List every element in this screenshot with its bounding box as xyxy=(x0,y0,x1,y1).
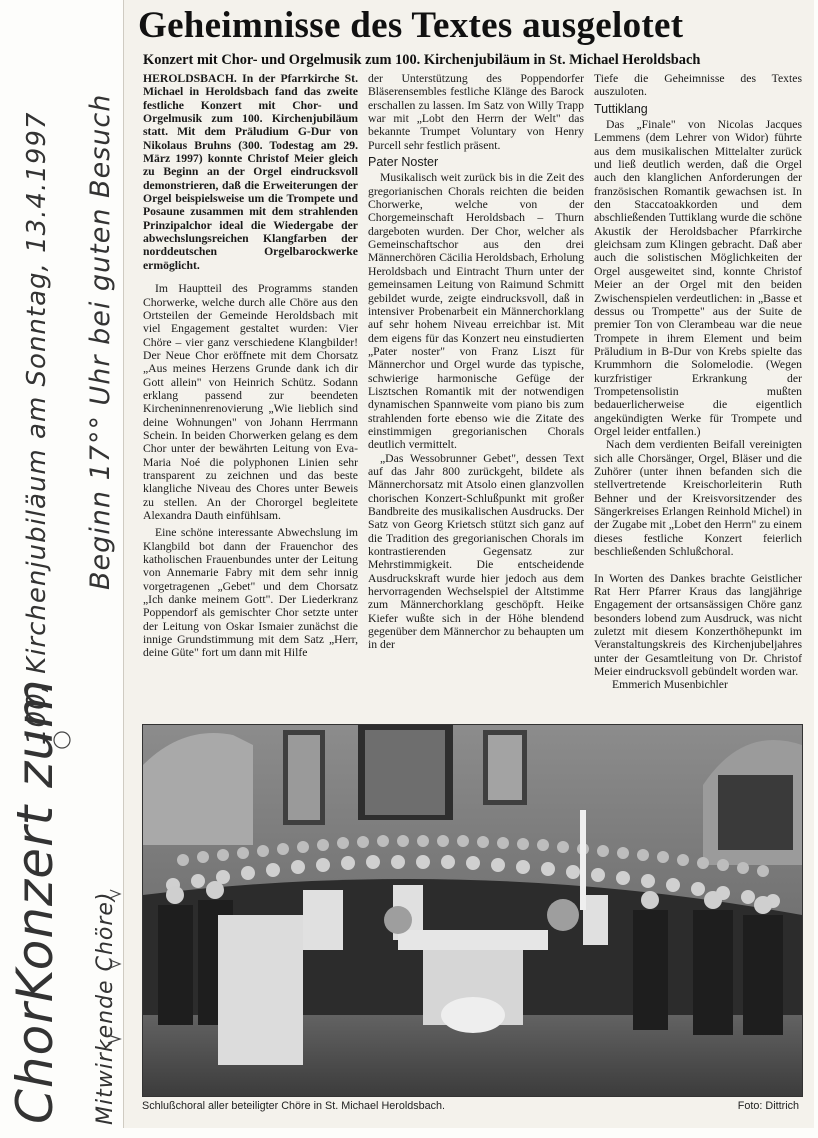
article-column-1 xyxy=(143,72,358,720)
photo-caption: Schlußchoral aller beteiligter Chöre in St. Michael Heroldsbach. xyxy=(142,1100,446,1112)
handwritten-note-choirs: Mitwirkende Chöre) xyxy=(93,891,118,1125)
photo-caption-bar xyxy=(142,1100,801,1112)
choir-photo xyxy=(142,724,803,1097)
paragraph: Im Hauptteil des Programms standen Chorwerke, welche durch alle Chöre aus den Ortsteilen der Gemeinde Heroldsbach mit viel Engagement gestaltet wurden: Vier Chöre – vier ganz verschiedene Klangbilder! Der Neue Chor eröffnete mit dem Chorsatz „Aus meines Herzens Grunde dank ich dir Gott allein" von Heinrich Schütz. Sodann erklang passend zur beendeten Kircheninnenrenovierung „Wie lieblich sind deine Wohnungen" von Johann Herrmann Schein. In beiden Chorwerken gelang es dem Chor unter der bewährten Leitung von Eva-Maria Noé die polyphonen Linien sehr transparent zu zeichnen und das beste klangliche Niveau des Chores unter Beweis zu stellen. An der Chororgel begleitete Alexandra Dauth einfühlsam. xyxy=(143,282,358,522)
photo-credit: Foto: Dittrich xyxy=(737,1100,799,1112)
article-lead-paragraph: HEROLDSBACH. In der Pfarrkirche St. Michael in Heroldsbach fand das zweite festliche Konzert mit Chor- und Orgelmusik zum 100. Kirchenjubiläum statt. Mit dem Präludium G-Dur von Nikolaus Bruhns (300. Todestag am 29. März 1997) konnte Christof Meier gleich zu Beginn an der Orgel eindrucksvoll demonstrieren, daß die Erweiterungen der Orgel beispielsweise um die Trompete und Posaune zusammen mit dem strahlenden Prinzipalchor ideal die Wiedergabe der abwechslungsreichen Klangfarben der norddeutschen Orgelbarockwerke ermöglicht. xyxy=(143,72,358,272)
paragraph: Tiefe die Geheimnisse des Textes auszuloten. xyxy=(594,72,802,99)
article-column-2 xyxy=(368,72,584,700)
handwritten-note-title: ChorKonzert zum xyxy=(6,678,64,1124)
paragraph: Musikalisch weit zurück bis in die Zeit des gregorianischen Chorals reichten die beiden Chorwerke, welche von der Chorgemeinschaft Heroldsbach – Thurn dargeboten wurden. Der Chor, welcher als Gemeinschaftschor aus den drei Männerchören Cäcilia Heroldsbach, Erholung Heroldsbach und Eintracht Thurn unter der gemeinsamen Leitung von Raimund Schmitt gebildet wurde, zeigte eindrucksvoll, daß in intensiver Probenarbeit ein Männerchorklang auf sehr hohem Niveau erreichbar ist. Mit dem eigens für das Konzert neu einstudierten „Pater noster" von Franz Liszt für Männerchor und Orgel wurde das typische, schwierige harmonische Gefüge der Lisztschen Romantik mit der notwendigen dynamischen Spannweite vom piano bis zum strahlenden forte ebenso wie die Zitate des einstimmigen gregorianischen Chorals deutlich vermittelt. xyxy=(368,171,584,452)
article-column-3 xyxy=(594,72,802,700)
section-heading: Pater Noster xyxy=(368,155,439,170)
article-subheadline: Konzert mit Chor- und Orgelmusik zum 100. Kirchenjubiläum in St. Michael Heroldsbach xyxy=(143,52,701,68)
handwritten-note-time: Beginn 17°° Uhr bei guten Besuch xyxy=(85,93,116,590)
paragraph: Eine schöne interessante Abwechslung im Klangbild bot dann der Frauenchor des katholischen Frauenbundes unter der Leitung von Annemarie Fabry mit dem sehr innig vorgetragenen „Gebet" und dem Chorsatz „Ich danke meinem Gott". Der Liederkranz Poppendorf als gemischter Chor setzte unter der Leitung von Oskar Ismaier zunächst die innige Grundstimmung mit dem Satz „Herr, deine Güte" fort um dann mit Hilfe xyxy=(143,526,358,660)
paragraph: Das „Finale" von Nicolas Jacques Lemmens (dem Lehrer von Widor) führte aus dem musikalischen Mittelalter zurück und ließ deutlich werden, daß die Orgel auch den klanglichen Anforderungen der französischen Romantik gewachsen ist. In den Staccatoakkorden und dem abschließenden Tuttiklang wurde die schöne Akustik der Heroldsbacher Pfarrkirche gleichsam zum Klingen gebracht. Daß aber auch die solistischen Möglichkeiten der Orgel ausgeweitet sind, konnte Christof Meier an der Orgel mit den beiden Zwischenspielen verdeutlichen: in „Basse et dessus ou Trompette" aus der Suite de premier Ton von Clerambeau war die neue Trompete in ihrem Element und beim Präludium in B-Dur von Krebs spielte das Krummhorn die Solomelodie. (Wegen kurzfristiger Erkrankung der Trompetensolistin mußten bedauerlicherweise die eigentlich angekündigten Werke für Trompete und Orgel leider entfallen.) xyxy=(594,118,802,438)
handwritten-note-date: 100, Kirchenjubiläum am Sonntag, 13.4.1997 xyxy=(22,111,52,745)
paragraph: In Worten des Dankes brachte Geistlicher Rat Herr Pfarrer Kraus das langjährige Engagement der ortsansässigen Chöre ganz besonders lobend zum Ausdruck, was nicht zuletzt mit diesem Konzerthöhepunkt im Veranstaltungskreis des Kirchenjubeljahres unter der Gesamtleitung von Dr. Christof Meier eindrucksvoll gebündelt worden war. Emmerich Musenbichler xyxy=(594,571,802,692)
paragraph: „Das Wessobrunner Gebet", dessen Text auf das Jahr 800 zurückgeht, bildete als Männerchorsatz mit Atsolo einen glanzvollen chorischen Konzert-Schlußpunkt mit großer Bandbreite des musikalischen Ausdrucks. Der Satz von Georg Krietsch stützt sich ganz auf die Tradition des gregorianischen Chorals im kontrastierenden Gegensatz zur Mehrstimmigkeit. Die entscheidende Ausdruckskraft wurde hier jedoch aus dem hervorragenden Wechselspiel der Altstimme zum Männerchorklang geschöpft. Heike Kiefer wußte sich in der Höhe blendend gegenüber dem Männerchor zu behaupten um in der xyxy=(368,451,584,652)
paragraph: der Unterstützung des Poppendorfer Bläserensembles festliche Klänge des Barock erschallen zu lassen. Im Satz von Willy Trapp war mit „Lobt den Herrn der Welt" das bekannte Trumpet Voluntary von Henry Purcell sehr festlich präsent. xyxy=(368,72,584,152)
author-name: Emmerich Musenbichler xyxy=(612,678,728,692)
section-heading: Tuttiklang xyxy=(594,101,648,116)
paragraph: Nach dem verdienten Beifall vereinigten sich alle Chorsänger, Orgel, Bläser und die Zuhörer (unter ihnen befanden sich die stellvertretende Kreischorleiterin Ruth Behner und der Kreisvorsitzender des Sängerkreises Erlangen Reinhold Michel) in der Zugabe mit „Lobet den Herrn" zu einem dieses festliche Konzert feierlich beschließenden Schlußchoral. xyxy=(594,438,802,559)
article-headline: Geheimnisse des Textes ausgelotet xyxy=(138,5,684,46)
